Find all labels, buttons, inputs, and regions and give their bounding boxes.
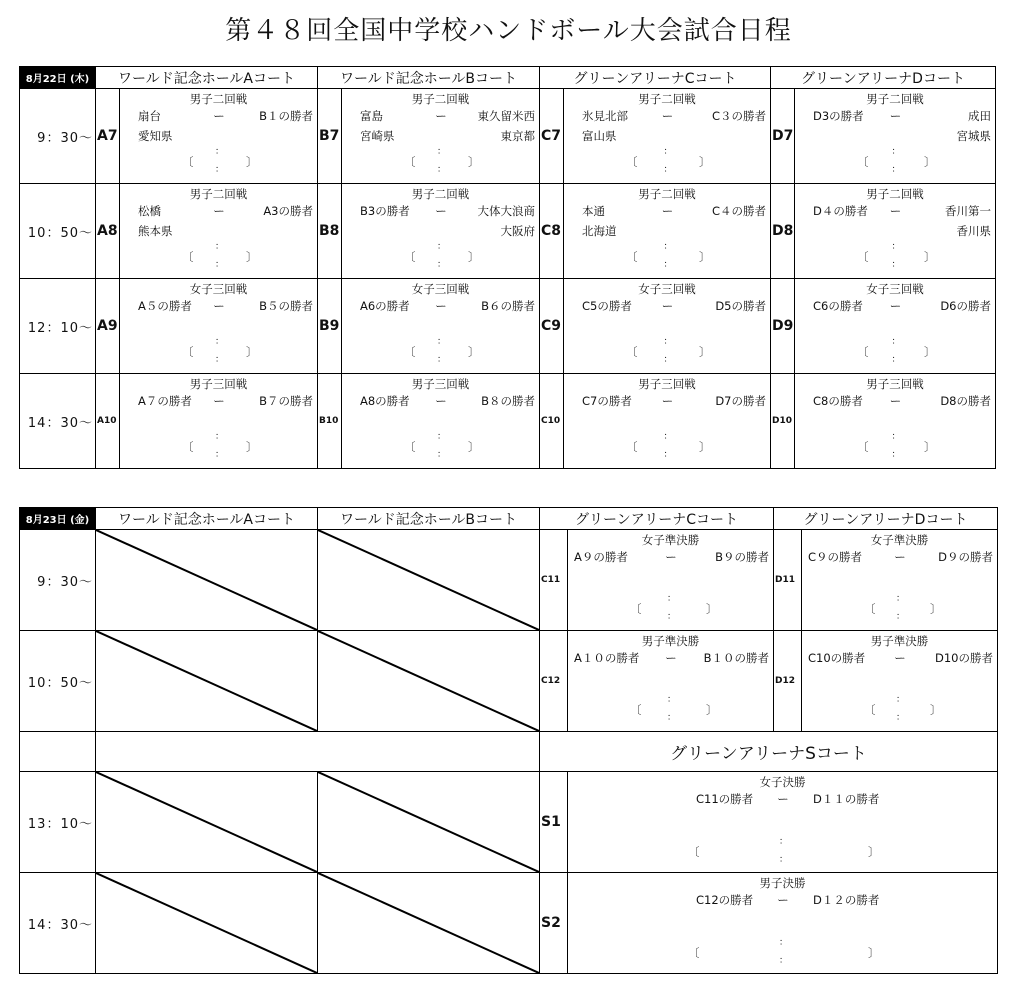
blank-cell: [96, 732, 540, 772]
score-bracket-close: 〕: [246, 345, 258, 359]
match-code: A8: [96, 184, 120, 279]
score-bracket-open: 〔: [857, 440, 869, 454]
team-a: A１０の勝者: [574, 651, 640, 665]
score-bracket-close: 〕: [246, 440, 258, 454]
match-code: C7: [540, 89, 564, 184]
team-a: C10の勝者: [808, 651, 866, 665]
prefecture-a: 北海道: [582, 224, 617, 238]
empty-slot-b: [318, 772, 540, 873]
match-code: D8: [771, 184, 795, 279]
empty-slot-a: [96, 772, 318, 873]
score-bracket-close: 〕: [468, 440, 480, 454]
no-game-slash: [96, 772, 317, 872]
round-label: 男子準決勝: [641, 634, 700, 648]
score-colon: ：: [896, 594, 906, 604]
team-a: C6の勝者: [813, 299, 863, 313]
score-colon: ：: [896, 695, 906, 705]
court-header-b: ワールド記念ホールBコート: [318, 67, 540, 89]
match-cell: [802, 631, 998, 732]
versus-dash: ー: [889, 394, 902, 408]
versus-dash: ー: [213, 109, 225, 123]
round-label: 男子二回戦: [638, 92, 696, 106]
score-colon: ：: [437, 355, 447, 365]
court-header-s: グリーンアリーナSコート: [540, 732, 998, 772]
score-colon: ：: [437, 147, 447, 157]
time-slot: 14：30～: [20, 374, 96, 469]
time-slot: 9：30～: [20, 530, 96, 631]
match-cell: [120, 279, 318, 374]
day2-date-label: 8月23日 (金): [20, 508, 96, 530]
score-colon: ：: [891, 147, 901, 157]
score-colon: ：: [215, 260, 225, 270]
versus-dash: ー: [894, 550, 906, 564]
match-code: B9: [318, 279, 342, 374]
match-cell: [568, 631, 774, 732]
empty-slot-b: [318, 631, 540, 732]
match-code: D7: [771, 89, 795, 184]
team-a: C7の勝者: [582, 394, 632, 408]
score-colon: ：: [663, 147, 673, 157]
team-b: D９の勝者: [938, 550, 993, 564]
score-bracket-close: 〕: [924, 155, 936, 169]
team-a: 松橋: [138, 204, 161, 218]
round-label: 男子二回戦: [866, 187, 924, 201]
versus-dash: ー: [889, 109, 902, 123]
team-a: B3の勝者: [360, 204, 410, 218]
time-slot: 12：10～: [20, 279, 96, 374]
match-cell: [795, 89, 996, 184]
score-colon: ：: [663, 432, 673, 442]
team-b: 大体大浪商: [477, 204, 535, 218]
score-colon: ：: [891, 260, 901, 270]
round-label: 男子三回戦: [638, 377, 696, 391]
score-bracket-open: 〔: [857, 155, 869, 169]
versus-dash: ー: [661, 394, 674, 408]
team-a: 本通: [582, 204, 605, 218]
prefecture-a: 熊本県: [138, 224, 173, 238]
score-bracket-close: 〕: [246, 250, 258, 264]
score-bracket-close: 〕: [930, 703, 942, 717]
score-bracket-open: 〔: [688, 946, 700, 960]
match-code: D11: [774, 530, 802, 631]
score-bracket-open: 〔: [182, 155, 194, 169]
final-match-cell: [568, 873, 998, 974]
match-cell: [564, 184, 771, 279]
versus-dash: ー: [889, 299, 902, 313]
time-slot: 14：30～: [20, 873, 96, 974]
score-colon: ：: [896, 713, 906, 723]
team-b: B８の勝者: [481, 394, 535, 408]
team-a: C12の勝者: [696, 893, 754, 907]
round-label: 女子準決勝: [641, 533, 700, 547]
score-colon: ：: [437, 165, 447, 175]
match-code: S1: [540, 772, 568, 873]
round-label: 男子二回戦: [866, 92, 924, 106]
team-a: C5の勝者: [582, 299, 632, 313]
court-header-c: グリーンアリーナCコート: [540, 67, 771, 89]
match-cell: [120, 89, 318, 184]
score-bracket-close: 〕: [930, 602, 942, 616]
versus-dash: ー: [889, 204, 902, 218]
score-colon: ：: [663, 337, 673, 347]
score-colon: ：: [779, 855, 789, 865]
team-a: A8の勝者: [360, 394, 410, 408]
team-a: A５の勝者: [138, 299, 192, 313]
court-header-b: ワールド記念ホールBコート: [318, 508, 540, 530]
time-slot: 9：30～: [20, 89, 96, 184]
score-bracket-close: 〕: [868, 845, 880, 859]
match-code: C12: [540, 631, 568, 732]
team-b: B５の勝者: [259, 299, 313, 313]
match-cell: [568, 530, 774, 631]
versus-dash: ー: [777, 792, 789, 806]
round-label: 女子三回戦: [189, 282, 248, 296]
slash-line: [318, 772, 539, 872]
score-bracket-open: 〔: [688, 845, 700, 859]
team-b: A3の勝者: [263, 204, 313, 218]
match-cell: [802, 530, 998, 631]
score-colon: ：: [667, 713, 677, 723]
versus-dash: ー: [213, 204, 225, 218]
versus-dash: ー: [661, 204, 674, 218]
score-bracket-close: 〕: [699, 155, 711, 169]
score-colon: ：: [215, 432, 225, 442]
score-bracket-close: 〕: [924, 250, 936, 264]
score-bracket-open: 〔: [857, 345, 869, 359]
versus-dash: ー: [435, 204, 447, 218]
match-code: S2: [540, 873, 568, 974]
round-label: 女子三回戦: [411, 282, 470, 296]
score-colon: ：: [779, 956, 789, 966]
court-header-c: グリーンアリーナCコート: [540, 508, 774, 530]
match-code: D10: [771, 374, 795, 469]
prefecture-b: 香川県: [956, 224, 991, 238]
team-a: C11の勝者: [696, 792, 754, 806]
team-b: D１２の勝者: [813, 893, 880, 907]
match-code: B10: [318, 374, 342, 469]
score-bracket-open: 〔: [630, 703, 642, 717]
match-code: B8: [318, 184, 342, 279]
round-label: 男子準決勝: [870, 634, 929, 648]
match-cell: [564, 279, 771, 374]
round-label: 男子二回戦: [189, 92, 248, 106]
versus-dash: ー: [777, 893, 789, 907]
versus-dash: ー: [661, 109, 674, 123]
prefecture-b: 大阪府: [500, 224, 535, 238]
score-colon: ：: [215, 355, 225, 365]
match-code: C10: [540, 374, 564, 469]
score-bracket-open: 〔: [864, 602, 876, 616]
no-game-slash: [96, 873, 317, 973]
empty-slot-a: [96, 873, 318, 974]
slash-line: [96, 631, 317, 731]
team-b: D8の勝者: [940, 394, 991, 408]
slash-line: [96, 530, 317, 630]
match-code: D12: [774, 631, 802, 732]
page-title: 第４８回全国中学校ハンドボール大会試合日程: [225, 16, 792, 46]
no-game-slash: [318, 772, 539, 872]
team-a: 氷見北部: [582, 109, 628, 123]
score-colon: ：: [891, 242, 901, 252]
time-slot: 10：50～: [20, 631, 96, 732]
slash-line: [318, 631, 539, 731]
score-bracket-close: 〕: [924, 440, 936, 454]
team-a: C8の勝者: [813, 394, 863, 408]
score-colon: ：: [663, 165, 673, 175]
court-header-d: グリーンアリーナDコート: [771, 67, 996, 89]
score-bracket-close: 〕: [468, 250, 480, 264]
score-colon: ：: [437, 450, 447, 460]
score-colon: ：: [891, 165, 901, 175]
match-code: C11: [540, 530, 568, 631]
team-a: D3の勝者: [813, 109, 864, 123]
match-cell: [564, 374, 771, 469]
match-cell: [120, 184, 318, 279]
score-colon: ：: [896, 612, 906, 622]
court-header-d: グリーンアリーナDコート: [774, 508, 998, 530]
team-a: 扇台: [138, 109, 161, 123]
slash-line: [318, 873, 539, 973]
score-colon: ：: [667, 594, 677, 604]
score-colon: ：: [663, 260, 673, 270]
score-colon: ：: [437, 432, 447, 442]
versus-dash: ー: [213, 299, 225, 313]
team-a: A７の勝者: [138, 394, 192, 408]
team-b: C３の勝者: [711, 109, 766, 123]
score-bracket-close: 〕: [868, 946, 880, 960]
prefecture-a: 宮崎県: [360, 129, 395, 143]
score-colon: ：: [779, 837, 789, 847]
slash-line: [96, 873, 317, 973]
score-colon: ：: [891, 355, 901, 365]
score-colon: ：: [215, 165, 225, 175]
score-colon: ：: [215, 147, 225, 157]
team-a: 富島: [360, 109, 383, 123]
versus-dash: ー: [665, 651, 677, 665]
team-a: D４の勝者: [813, 204, 868, 218]
team-b: B１０の勝者: [703, 651, 769, 665]
no-game-slash: [96, 631, 317, 731]
team-b: B７の勝者: [259, 394, 313, 408]
round-label: 女子三回戦: [866, 282, 924, 296]
match-cell: [342, 374, 540, 469]
court-header-a: ワールド記念ホールAコート: [96, 508, 318, 530]
empty-slot-b: [318, 530, 540, 631]
prefecture-b: 宮城県: [956, 129, 991, 143]
team-b: 成田: [968, 109, 991, 123]
score-bracket-close: 〕: [706, 703, 718, 717]
team-b: D10の勝者: [935, 651, 993, 665]
team-b: B１の勝者: [259, 109, 313, 123]
round-label: 男子二回戦: [411, 92, 470, 106]
score-bracket-open: 〔: [182, 250, 194, 264]
score-bracket-close: 〕: [699, 440, 711, 454]
score-colon: ：: [891, 432, 901, 442]
match-cell: [342, 89, 540, 184]
round-label: 男子二回戦: [189, 187, 248, 201]
versus-dash: ー: [894, 651, 906, 665]
score-colon: ：: [891, 450, 901, 460]
team-b: D7の勝者: [715, 394, 766, 408]
match-code: A7: [96, 89, 120, 184]
score-colon: ：: [667, 695, 677, 705]
score-bracket-open: 〔: [864, 703, 876, 717]
versus-dash: ー: [661, 299, 674, 313]
team-a: C９の勝者: [808, 550, 863, 564]
score-bracket-close: 〕: [924, 345, 936, 359]
match-cell: [342, 279, 540, 374]
match-cell: [564, 89, 771, 184]
time-slot: 10：50～: [20, 184, 96, 279]
no-game-slash: [318, 631, 539, 731]
score-bracket-close: 〕: [246, 155, 258, 169]
score-colon: ：: [215, 242, 225, 252]
versus-dash: ー: [435, 394, 447, 408]
day2-schedule-table: [19, 507, 998, 974]
final-match-cell: [568, 772, 998, 873]
slash-line: [318, 530, 539, 630]
versus-dash: ー: [213, 394, 225, 408]
score-bracket-open: 〔: [404, 345, 416, 359]
score-bracket-close: 〕: [468, 345, 480, 359]
versus-dash: ー: [665, 550, 677, 564]
score-bracket-close: 〕: [699, 250, 711, 264]
score-colon: ：: [779, 938, 789, 948]
prefecture-b: 東京都: [500, 129, 535, 143]
prefecture-a: 富山県: [582, 129, 617, 143]
slash-line: [96, 772, 317, 872]
score-bracket-open: 〔: [404, 440, 416, 454]
score-bracket-close: 〕: [699, 345, 711, 359]
match-code: B7: [318, 89, 342, 184]
score-colon: ：: [437, 260, 447, 270]
no-game-slash: [318, 530, 539, 630]
blank-cell: [20, 732, 96, 772]
score-bracket-open: 〔: [182, 345, 194, 359]
team-b: 東久留米西: [477, 109, 535, 123]
score-bracket-open: 〔: [857, 250, 869, 264]
time-slot: 13：10～: [20, 772, 96, 873]
team-a: A6の勝者: [360, 299, 410, 313]
score-colon: ：: [437, 242, 447, 252]
empty-slot-b: [318, 873, 540, 974]
match-code: A10: [96, 374, 120, 469]
match-cell: [795, 279, 996, 374]
team-b: 香川第一: [945, 204, 991, 218]
score-colon: ：: [663, 450, 673, 460]
match-code: A9: [96, 279, 120, 374]
match-code: C8: [540, 184, 564, 279]
round-label: 男子二回戦: [638, 187, 696, 201]
no-game-slash: [318, 873, 539, 973]
round-label: 男子三回戦: [411, 377, 470, 391]
score-bracket-close: 〕: [706, 602, 718, 616]
score-bracket-open: 〔: [404, 250, 416, 264]
score-colon: ：: [667, 612, 677, 622]
empty-slot-a: [96, 530, 318, 631]
team-b: C４の勝者: [711, 204, 766, 218]
match-code: C9: [540, 279, 564, 374]
team-b: D１１の勝者: [813, 792, 880, 806]
round-label: 女子三回戦: [638, 282, 696, 296]
round-label: 男子二回戦: [411, 187, 470, 201]
score-bracket-open: 〔: [630, 602, 642, 616]
score-colon: ：: [663, 242, 673, 252]
match-cell: [120, 374, 318, 469]
match-code: D9: [771, 279, 795, 374]
no-game-slash: [96, 530, 317, 630]
round-label: 女子準決勝: [870, 533, 929, 547]
court-header-a: ワールド記念ホールAコート: [96, 67, 318, 89]
score-colon: ：: [663, 355, 673, 365]
score-colon: ：: [437, 337, 447, 347]
round-label: 女子決勝: [759, 775, 806, 789]
day1-date-label: 8月22日 (木): [20, 67, 96, 89]
score-colon: ：: [891, 337, 901, 347]
score-bracket-open: 〔: [404, 155, 416, 169]
versus-dash: ー: [435, 109, 447, 123]
round-label: 男子決勝: [759, 876, 806, 890]
score-bracket-open: 〔: [626, 440, 638, 454]
match-cell: [342, 184, 540, 279]
empty-slot-a: [96, 631, 318, 732]
team-b: B６の勝者: [481, 299, 535, 313]
match-cell: [795, 184, 996, 279]
score-bracket-open: 〔: [182, 440, 194, 454]
team-b: D6の勝者: [940, 299, 991, 313]
score-colon: ：: [215, 337, 225, 347]
match-cell: [795, 374, 996, 469]
score-bracket-open: 〔: [626, 155, 638, 169]
score-bracket-open: 〔: [626, 345, 638, 359]
team-b: D5の勝者: [715, 299, 766, 313]
score-colon: ：: [215, 450, 225, 460]
team-a: A９の勝者: [574, 550, 628, 564]
prefecture-a: 愛知県: [138, 129, 173, 143]
score-bracket-close: 〕: [468, 155, 480, 169]
round-label: 男子三回戦: [189, 377, 248, 391]
day1-schedule-table: [19, 66, 996, 469]
team-b: B９の勝者: [715, 550, 769, 564]
score-bracket-open: 〔: [626, 250, 638, 264]
round-label: 男子三回戦: [866, 377, 924, 391]
versus-dash: ー: [435, 299, 447, 313]
